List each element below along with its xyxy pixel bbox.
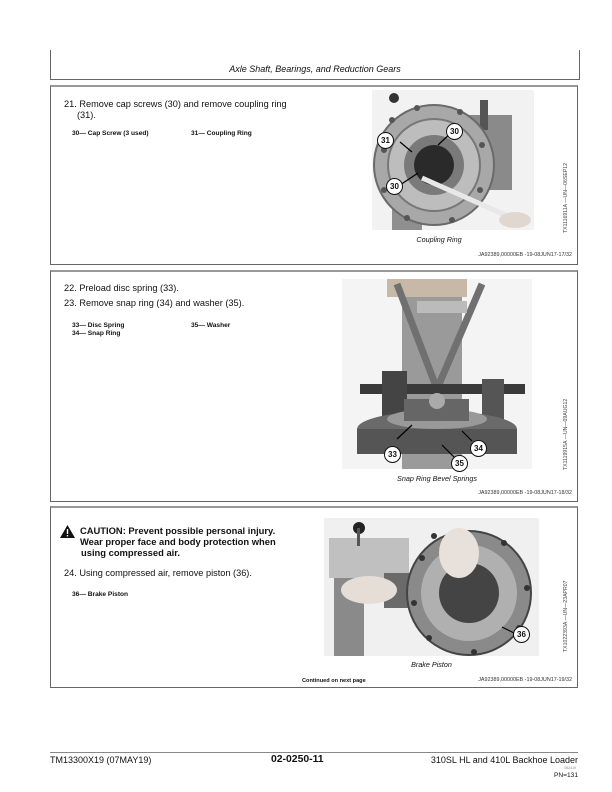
caution-line: CAUTION: Prevent possible personal injury. xyxy=(80,525,276,536)
figure-caption: Coupling Ring xyxy=(416,235,462,244)
legend-item-35: 35— Washer xyxy=(191,322,231,329)
legend-item-36: 36— Brake Piston xyxy=(72,591,129,598)
legend-item-31: 31— Coupling Ring xyxy=(191,130,252,137)
photo-coupling-ring xyxy=(372,90,534,230)
callout-30-top: 30 xyxy=(446,123,463,140)
step-23: 23. Remove snap ring (34) and washer (35). xyxy=(64,298,245,308)
callout-35: 35 xyxy=(451,455,468,472)
step-21 xyxy=(64,99,287,121)
step-text-cont: (31). xyxy=(77,110,96,120)
small-code: 052419 xyxy=(564,766,576,770)
image-id: TX1022393A —UN—23APR07 xyxy=(563,580,569,652)
section-header: Axle Shaft, Bearings, and Reduction Gears xyxy=(50,50,580,80)
pn-number: PN=131 xyxy=(553,772,578,779)
step-text: 21. Remove cap screws (30) and remove coupling ring xyxy=(64,99,287,109)
document-id: TM13300X19 (07MAY19) xyxy=(50,755,152,765)
coupling-ring-illustration xyxy=(372,90,534,230)
image-id: TX1119915A —UN—09AUG12 xyxy=(563,398,569,470)
step-24: 24. Using compressed air, remove piston (36). xyxy=(64,568,252,578)
product-name: 310SL HL and 410L Backhoe Loader xyxy=(430,755,578,765)
reference-code: JA92389,00000EB -19-08JUN17-18/32 xyxy=(478,490,572,496)
callout-33: 33 xyxy=(384,446,401,463)
footer-divider xyxy=(50,752,578,753)
warning-triangle-icon xyxy=(60,525,75,543)
step-22: 22. Preload disc spring (33). xyxy=(64,283,179,293)
callout-31: 31 xyxy=(377,132,394,149)
legend-item-33: 33— Disc Spring xyxy=(72,322,125,329)
legend-item-30: 30— Cap Screw (3 used) xyxy=(72,130,149,137)
photo-brake-piston xyxy=(324,518,539,656)
callout-30-bottom: 30 xyxy=(386,178,403,195)
reference-code: JA92389,00000EB -19-08JUN17-19/32 xyxy=(478,677,572,683)
figure-caption: Brake Piston xyxy=(411,660,452,669)
brake-piston-illustration xyxy=(324,518,539,656)
callout-36: 36 xyxy=(513,626,530,643)
caution-notice xyxy=(80,525,276,558)
caution-line: Wear proper face and body protection when xyxy=(80,536,276,547)
snap-ring-illustration xyxy=(342,279,532,469)
legend-item-34: 34— Snap Ring xyxy=(72,330,121,337)
figure-caption: Snap Ring Bevel Springs xyxy=(397,474,477,483)
reference-code: JA92389,00000EB -19-08JUN17-17/32 xyxy=(478,252,572,258)
callout-34: 34 xyxy=(470,440,487,457)
photo-snap-ring xyxy=(342,279,532,469)
caution-line: using compressed air. xyxy=(81,547,180,558)
image-id: TX1116911A —UN—06SEP12 xyxy=(563,162,569,233)
page-number: 02-0250-11 xyxy=(271,754,324,765)
continued-notice: Continued on next page xyxy=(302,678,366,684)
